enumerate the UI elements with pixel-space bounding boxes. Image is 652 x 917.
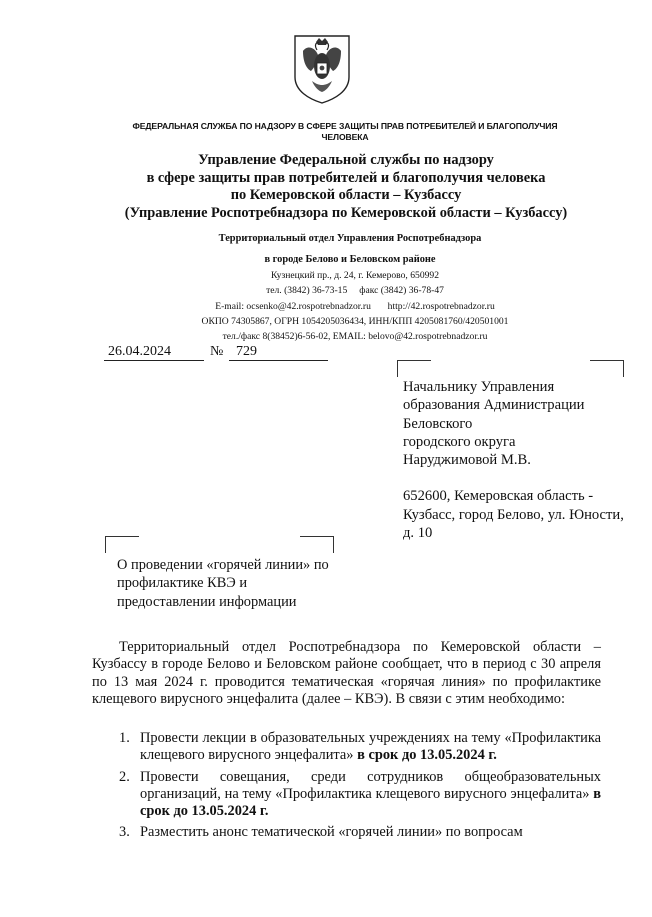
list-item xyxy=(92,769,601,821)
list-item-number: 3. xyxy=(119,824,130,841)
letter-subject: О проведении «горячей линии» по профилактике КВЭ и предоставлении информации xyxy=(117,557,329,610)
addressee-block xyxy=(403,378,628,542)
office-codes: ОКПО 74305867, ОГРН 1054205036434, ИНН/КПП 4205081760/420501001 xyxy=(201,315,509,327)
letter-intro: Территориальный отдел Роспотребнадзора по Кемеровской области – Кузбассу в городе Белово и Беловском районе сообщает, что в период с 30 апреля по 13 мая 2024 г. проводится тематическая «горячая линия» по профилактике клещевого вирусного энцефалита (далее – КВЭ). В связи с этим необходимо: xyxy=(92,639,601,707)
office-address: Кузнецкий пр., д. 24, г. Кемерово, 650992 xyxy=(270,270,440,281)
territorial-office xyxy=(120,228,580,270)
list-item-number: 2. xyxy=(119,768,130,785)
addressee-line: городского округа xyxy=(403,433,516,450)
department-name xyxy=(80,152,612,222)
territorial-line: Территориальный отдел Управления Роспотребнадзора xyxy=(218,233,482,244)
office-email-web: E-mail: ocsenko@42.rospotrebnadzor.ru http://42.rospotrebnadzor.ru xyxy=(215,300,495,312)
list-item-deadline: в срок до 13.05.2024 г. xyxy=(357,747,497,764)
addressee-postal-address: 652600, Кемеровская область - Кузбасс, город Белово, ул. Юности, д. 10 xyxy=(403,488,624,542)
addressee-line: Начальнику Управления xyxy=(403,379,555,395)
territorial-line: в городе Белово и Беловском районе xyxy=(264,254,436,265)
list-item-deadline: в срок до 13.05.2024 г. xyxy=(140,785,601,820)
registration-number-sign: № xyxy=(210,344,224,359)
registration-date: 26.04.2024 xyxy=(104,344,204,361)
list-item-number: 1. xyxy=(119,730,130,746)
office-phones: тел. (3842) 36-73-15 факс (3842) 36-78-47 xyxy=(266,285,444,297)
list-item xyxy=(92,730,601,765)
addressee-line: образования Администрации xyxy=(403,397,585,414)
list-item xyxy=(92,824,601,841)
list-item-text: Провести совещания, среди сотрудников общеобразовательных организаций, на тему «Профилактика клещевого вирусного энцефалита» xyxy=(140,768,601,802)
contact-block xyxy=(120,268,590,344)
registration-number: 729 xyxy=(229,344,328,361)
department-line: в сфере защиты прав потребителей и благополучия человека xyxy=(146,169,546,186)
local-contacts: тел./факс 8(38452)6-56-02, EMAIL: belovo@42.rospotrebnadzor.ru xyxy=(222,331,488,343)
russian-coat-of-arms-icon xyxy=(291,33,353,105)
department-line: по Кемеровской области – Кузбассу xyxy=(230,187,462,204)
department-line: Управление Федеральной службы по надзору xyxy=(198,152,494,168)
list-item-text: Разместить анонс тематической «горячей линии» по вопросам xyxy=(140,824,523,841)
addressee-line: Наруджимовой М.В. xyxy=(403,452,531,469)
subject-corner-left xyxy=(105,536,139,553)
addressee-corner-left xyxy=(397,360,431,377)
action-list xyxy=(92,730,601,846)
federal-service-title: ФЕДЕРАЛЬНАЯ СЛУЖБА ПО НАДЗОРУ В СФЕРЕ ЗАЩИТЫ ПРАВ ПОТРЕБИТЕЛЕЙ И БЛАГОПОЛУЧИЯ ЧЕЛОВЕКА xyxy=(132,121,558,142)
subject-corner-right xyxy=(300,536,334,553)
department-line: (Управление Роспотребнадзора по Кемеровской области – Кузбассу) xyxy=(124,204,568,221)
addressee-line: Беловского xyxy=(403,415,473,432)
addressee-corner-right xyxy=(590,360,624,377)
list-item-text: Провести лекции в образовательных учреждениях на тему «Профилактика клещевого вирусного энцефалита» xyxy=(140,730,601,764)
